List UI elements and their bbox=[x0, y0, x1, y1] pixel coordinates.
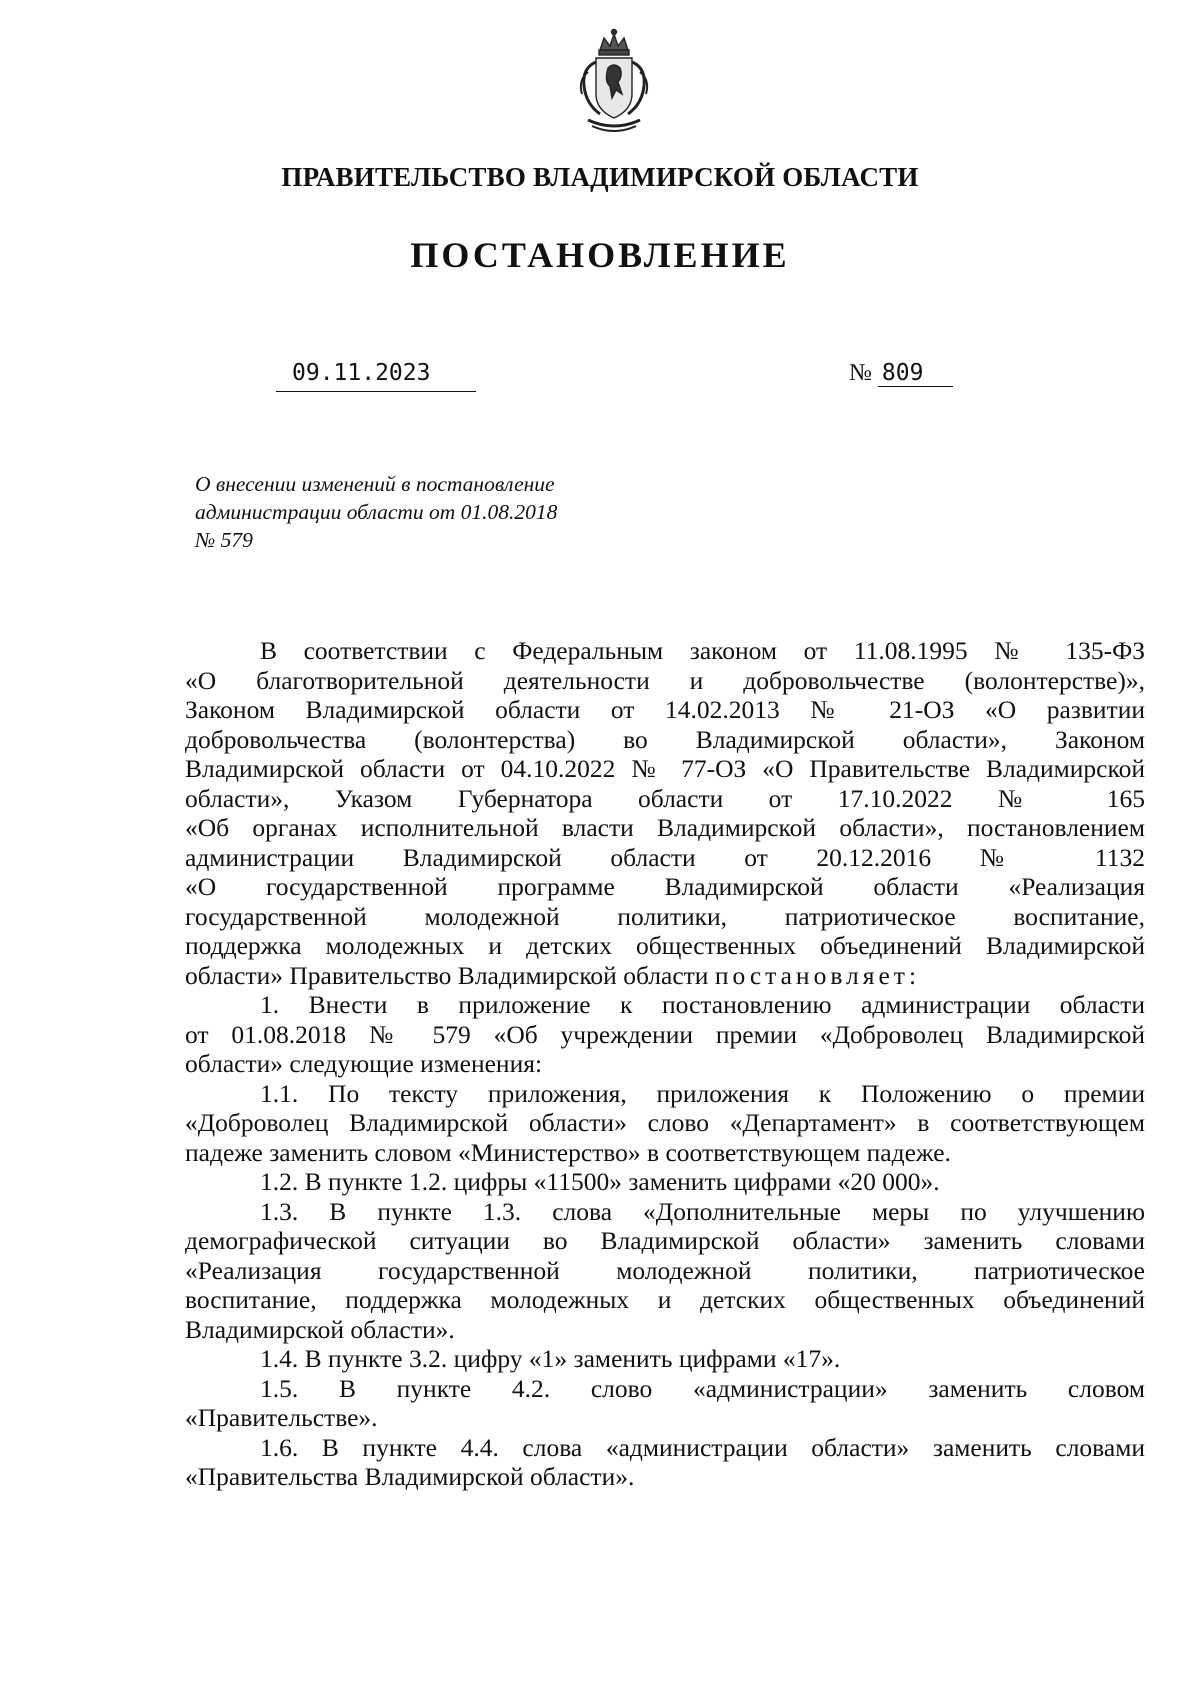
subject-line: О внесении изменений в постановление bbox=[195, 472, 555, 496]
document-subject bbox=[195, 470, 665, 554]
document-number: 809 bbox=[878, 360, 953, 387]
body-line: 1.4. В пункте 3.2. цифру «1» заменить цифрами «17». bbox=[260, 1344, 841, 1373]
body-line: 1. Внести в приложение к постановлению администрации области bbox=[260, 990, 1145, 1019]
body-line: 1.2. В пункте 1.2. цифры «11500» заменить цифрами «20 000». bbox=[260, 1167, 940, 1196]
body-line: «Об органах исполнительной власти Владимирской области», постановлением bbox=[185, 813, 1145, 842]
body-line: падеже заменить словом «Министерство» в соответствующем падеже. bbox=[185, 1137, 951, 1167]
coat-of-arms-emblem bbox=[566, 28, 662, 138]
document-type-title: ПОСТАНОВЛЕНИЕ bbox=[410, 235, 790, 275]
body-line: государственной молодежной политики, патриотическое воспитание, bbox=[185, 901, 1145, 931]
body-line: «Правительстве». bbox=[185, 1403, 378, 1432]
body-line: 1.6. В пункте 4.4. слова «администрации области» заменить словами bbox=[260, 1432, 1145, 1462]
body-line: от 01.08.2018 № 579 «Об учреждении премии «Доброволец Владимирской bbox=[185, 1019, 1145, 1049]
document-date: 09.11.2023 bbox=[276, 360, 476, 392]
body-line: добровольчества (волонтерства) во Владимирской области», Законом bbox=[185, 724, 1145, 754]
body-line: 1.5. В пункте 4.2. слово «администрации» заменить словом bbox=[260, 1373, 1145, 1403]
document-body bbox=[185, 636, 1145, 1492]
body-line: «О государственной программе Владимирской области «Реализация bbox=[185, 872, 1145, 901]
body-line: «Реализация государственной молодежной политики, патриотическое bbox=[185, 1255, 1145, 1285]
body-line: области» следующие изменения: bbox=[185, 1049, 543, 1078]
body-line-text: области» Правительство Владимирской области bbox=[185, 960, 709, 990]
body-line: воспитание, поддержка молодежных и детских общественных объединений bbox=[185, 1285, 1145, 1314]
body-line: «Правительства Владимирской области». bbox=[185, 1462, 635, 1491]
body-line: «Доброволец Владимирской области» слово «Департамент» в соответствующем bbox=[185, 1108, 1145, 1137]
body-line: 1.3. В пункте 1.3. слова «Дополнительные меры по улучшению bbox=[260, 1196, 1145, 1226]
body-line: области», Указом Губернатора области от 17.10.2022 № 165 bbox=[185, 783, 1145, 813]
body-line: администрации Владимирской области от 20.12.2016 № 1132 bbox=[185, 842, 1145, 872]
body-line: демографической ситуации во Владимирской области» заменить словами bbox=[185, 1226, 1145, 1255]
body-line: Владимирской области». bbox=[185, 1314, 455, 1344]
subject-line: администрации области от 01.08.2018 bbox=[195, 500, 558, 524]
body-line: Законом Владимирской области от 14.02.2013 № 21-ОЗ «О развитии bbox=[185, 695, 1145, 724]
subject-line: № 579 bbox=[195, 528, 253, 552]
body-line: 1.1. По тексту приложения, приложения к Положению о премии bbox=[260, 1078, 1145, 1108]
body-line: В соответствии с Федеральным законом от 11.08.1995 № 135-ФЗ bbox=[260, 636, 1145, 665]
issuing-authority-title: ПРАВИТЕЛЬСТВО ВЛАДИМИРСКОЙ ОБЛАСТИ bbox=[281, 162, 919, 192]
body-line: поддержка молодежных и детских общественных объединений Владимирской bbox=[185, 931, 1145, 960]
number-sign: № bbox=[849, 360, 872, 386]
enacting-word: постановляет: bbox=[714, 960, 921, 990]
body-line bbox=[185, 961, 1145, 991]
body-line: «О благотворительной деятельности и добровольчестве (волонтерстве)», bbox=[185, 665, 1145, 695]
body-line: Владимирской области от 04.10.2022 № 77-ОЗ «О Правительстве Владимирской bbox=[185, 754, 1145, 783]
document-number-field bbox=[849, 360, 953, 392]
